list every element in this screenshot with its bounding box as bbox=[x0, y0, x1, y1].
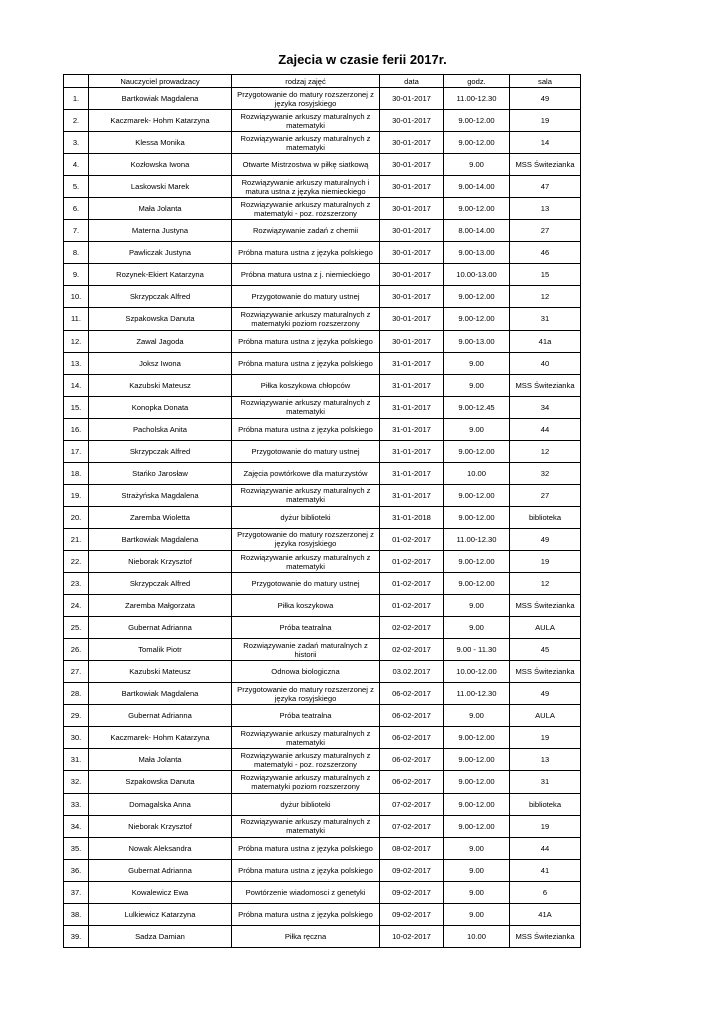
room-cell: 12 bbox=[510, 440, 581, 462]
row-number: 39. bbox=[64, 925, 89, 947]
room-cell: 15 bbox=[510, 264, 581, 286]
hours-cell: 9.00-13.00 bbox=[444, 330, 510, 352]
activity-cell: Rozwiązywanie arkuszy maturalnych i matura ustna z języka niemieckiego bbox=[232, 176, 380, 198]
teacher-cell: Stańko Jarosław bbox=[89, 462, 232, 484]
row-number: 38. bbox=[64, 903, 89, 925]
teacher-cell: Pacholska Anita bbox=[89, 418, 232, 440]
date-cell: 30-01-2017 bbox=[380, 176, 444, 198]
activity-cell: Rozwiązywanie arkuszy maturalnych z matematyki bbox=[232, 396, 380, 418]
hours-cell: 9.00-12.00 bbox=[444, 727, 510, 749]
activity-cell: Zajęcia powtórkowe dla maturzystów bbox=[232, 462, 380, 484]
room-cell: 6 bbox=[510, 881, 581, 903]
teacher-cell: Kaczmarek- Hohm Katarzyna bbox=[89, 727, 232, 749]
date-cell: 30-01-2017 bbox=[380, 286, 444, 308]
row-number: 30. bbox=[64, 727, 89, 749]
row-number: 23. bbox=[64, 573, 89, 595]
row-number: 6. bbox=[64, 198, 89, 220]
row-number: 29. bbox=[64, 705, 89, 727]
date-cell: 01-02-2017 bbox=[380, 573, 444, 595]
table-row bbox=[64, 176, 581, 198]
row-number: 4. bbox=[64, 154, 89, 176]
table-row bbox=[64, 506, 581, 528]
activity-cell: Rozwiązywanie arkuszy maturalnych z matematyki - poz. rozszerzony bbox=[232, 198, 380, 220]
activity-cell: Odnowa biologiczna bbox=[232, 661, 380, 683]
date-cell: 10-02-2017 bbox=[380, 925, 444, 947]
hours-cell: 9.00 bbox=[444, 705, 510, 727]
table-row bbox=[64, 705, 581, 727]
hours-cell: 9.00-12.00 bbox=[444, 198, 510, 220]
row-number: 36. bbox=[64, 859, 89, 881]
date-cell: 30-01-2017 bbox=[380, 198, 444, 220]
activity-cell: Próbna matura ustna z języka polskiego bbox=[232, 242, 380, 264]
activity-cell: Rozwiązywanie zadań maturalnych z historii bbox=[232, 639, 380, 661]
header-hours: godz. bbox=[444, 75, 510, 88]
date-cell: 30-01-2017 bbox=[380, 264, 444, 286]
teacher-cell: Zawal Jagoda bbox=[89, 330, 232, 352]
activity-cell: Rozwiązywanie zadań z chemii bbox=[232, 220, 380, 242]
activity-cell: Próba teatralna bbox=[232, 617, 380, 639]
row-number: 32. bbox=[64, 771, 89, 793]
room-cell: biblioteka bbox=[510, 506, 581, 528]
hours-cell: 9.00-12.00 bbox=[444, 815, 510, 837]
teacher-cell: Bartkowiak Magdalena bbox=[89, 88, 232, 110]
table-row bbox=[64, 573, 581, 595]
teacher-cell: Rozynek-Ekiert Katarzyna bbox=[89, 264, 232, 286]
table-row bbox=[64, 925, 581, 947]
teacher-cell: Bartkowiak Magdalena bbox=[89, 528, 232, 550]
table-row bbox=[64, 595, 581, 617]
teacher-cell: Tomalik Piotr bbox=[89, 639, 232, 661]
row-number: 16. bbox=[64, 418, 89, 440]
teacher-cell: Skrzypczak Alfred bbox=[89, 573, 232, 595]
room-cell: 41 bbox=[510, 859, 581, 881]
hours-cell: 9.00 bbox=[444, 352, 510, 374]
hours-cell: 9.00 bbox=[444, 617, 510, 639]
activity-cell: Otwarte Mistrzostwa w piłkę siatkową bbox=[232, 154, 380, 176]
activity-cell: Przygotowanie do matury ustnej bbox=[232, 440, 380, 462]
row-number: 25. bbox=[64, 617, 89, 639]
date-cell: 06-02-2017 bbox=[380, 727, 444, 749]
room-cell: biblioteka bbox=[510, 793, 581, 815]
activity-cell: Rozwiązywanie arkuszy maturalnych z matematyki bbox=[232, 815, 380, 837]
teacher-cell: Pawliczak Justyna bbox=[89, 242, 232, 264]
teacher-cell: Kowalewicz Ewa bbox=[89, 881, 232, 903]
room-cell: AULA bbox=[510, 705, 581, 727]
room-cell: 27 bbox=[510, 484, 581, 506]
hours-cell: 9.00-14.00 bbox=[444, 176, 510, 198]
room-cell: 13 bbox=[510, 198, 581, 220]
table-row bbox=[64, 308, 581, 330]
teacher-cell: Materna Justyna bbox=[89, 220, 232, 242]
activity-cell: Piłka ręczna bbox=[232, 925, 380, 947]
room-cell: AULA bbox=[510, 617, 581, 639]
table-row bbox=[64, 661, 581, 683]
hours-cell: 9.00 bbox=[444, 859, 510, 881]
activity-cell: Próba teatralna bbox=[232, 705, 380, 727]
table-row bbox=[64, 220, 581, 242]
activity-cell: Przygotowanie do matury ustnej bbox=[232, 573, 380, 595]
room-cell: MSS Świtezianka bbox=[510, 661, 581, 683]
activity-cell: Próbna matura ustna z języka polskiego bbox=[232, 330, 380, 352]
hours-cell: 9.00-12.00 bbox=[444, 110, 510, 132]
teacher-cell: Gubernat Adrianna bbox=[89, 705, 232, 727]
hours-cell: 9.00-12.00 bbox=[444, 749, 510, 771]
row-number: 12. bbox=[64, 330, 89, 352]
table-row bbox=[64, 837, 581, 859]
row-number: 11. bbox=[64, 308, 89, 330]
hours-cell: 9.00-12.00 bbox=[444, 440, 510, 462]
teacher-cell: Sadza Damian bbox=[89, 925, 232, 947]
teacher-cell: Mała Jolanta bbox=[89, 749, 232, 771]
row-number: 31. bbox=[64, 749, 89, 771]
table-body bbox=[64, 88, 581, 948]
activity-cell: Rozwiązywanie arkuszy maturalnych z matematyki poziom rozszerzony bbox=[232, 308, 380, 330]
table-row bbox=[64, 903, 581, 925]
teacher-cell: Domagalska Anna bbox=[89, 793, 232, 815]
hours-cell: 11.00-12.30 bbox=[444, 88, 510, 110]
activity-cell: Powtórzenie wiadomosci z genetyki bbox=[232, 881, 380, 903]
teacher-cell: Skrzypczak Alfred bbox=[89, 440, 232, 462]
date-cell: 31-01-2018 bbox=[380, 506, 444, 528]
room-cell: 27 bbox=[510, 220, 581, 242]
date-cell: 06-02-2017 bbox=[380, 705, 444, 727]
table-row bbox=[64, 264, 581, 286]
table-row bbox=[64, 528, 581, 550]
teacher-cell: Szpakowska Danuta bbox=[89, 308, 232, 330]
room-cell: 14 bbox=[510, 132, 581, 154]
row-number: 17. bbox=[64, 440, 89, 462]
row-number: 27. bbox=[64, 661, 89, 683]
room-cell: 45 bbox=[510, 639, 581, 661]
date-cell: 30-01-2017 bbox=[380, 88, 444, 110]
teacher-cell: Gubernat Adrianna bbox=[89, 617, 232, 639]
teacher-cell: Gubernat Adrianna bbox=[89, 859, 232, 881]
room-cell: 19 bbox=[510, 110, 581, 132]
activity-cell: Rozwiązywanie arkuszy maturalnych z matematyki bbox=[232, 484, 380, 506]
date-cell: 31-01-2017 bbox=[380, 462, 444, 484]
activity-cell: Próbna matura ustna z języka polskiego bbox=[232, 859, 380, 881]
table-row bbox=[64, 550, 581, 572]
room-cell: 49 bbox=[510, 528, 581, 550]
hours-cell: 9.00 - 11.30 bbox=[444, 639, 510, 661]
date-cell: 30-01-2017 bbox=[380, 330, 444, 352]
hours-cell: 11.00-12.30 bbox=[444, 528, 510, 550]
header-date: data bbox=[380, 75, 444, 88]
row-number: 2. bbox=[64, 110, 89, 132]
date-cell: 31-01-2017 bbox=[380, 418, 444, 440]
date-cell: 07-02-2017 bbox=[380, 793, 444, 815]
hours-cell: 9.00-12.00 bbox=[444, 132, 510, 154]
room-cell: 12 bbox=[510, 573, 581, 595]
date-cell: 30-01-2017 bbox=[380, 132, 444, 154]
activity-cell: Rozwiązywanie arkuszy maturalnych z matematyki - poz. rozszerzony bbox=[232, 749, 380, 771]
activity-cell: Próbna matura ustna z języka polskiego bbox=[232, 837, 380, 859]
table-row bbox=[64, 286, 581, 308]
date-cell: 30-01-2017 bbox=[380, 110, 444, 132]
date-cell: 30-01-2017 bbox=[380, 242, 444, 264]
table-row bbox=[64, 396, 581, 418]
table-row bbox=[64, 881, 581, 903]
room-cell: 47 bbox=[510, 176, 581, 198]
activity-cell: Przygotowanie do matury ustnej bbox=[232, 286, 380, 308]
hours-cell: 10.00 bbox=[444, 925, 510, 947]
activity-cell: Piłka koszykowa bbox=[232, 595, 380, 617]
hours-cell: 9.00 bbox=[444, 903, 510, 925]
hours-cell: 8.00-14.00 bbox=[444, 220, 510, 242]
table-header-row bbox=[64, 75, 581, 88]
room-cell: 34 bbox=[510, 396, 581, 418]
teacher-cell: Kozłowska Iwona bbox=[89, 154, 232, 176]
date-cell: 01-02-2017 bbox=[380, 595, 444, 617]
date-cell: 08-02-2017 bbox=[380, 837, 444, 859]
teacher-cell: Mała Jolanta bbox=[89, 198, 232, 220]
room-cell: 46 bbox=[510, 242, 581, 264]
teacher-cell: Zaremba Wioletta bbox=[89, 506, 232, 528]
row-number: 8. bbox=[64, 242, 89, 264]
table-row bbox=[64, 242, 581, 264]
teacher-cell: Kaczmarek- Hohm Katarzyna bbox=[89, 110, 232, 132]
table-row bbox=[64, 727, 581, 749]
row-number: 19. bbox=[64, 484, 89, 506]
hours-cell: 10.00 bbox=[444, 462, 510, 484]
row-number: 14. bbox=[64, 374, 89, 396]
teacher-cell: Nowak Aleksandra bbox=[89, 837, 232, 859]
date-cell: 07-02-2017 bbox=[380, 815, 444, 837]
room-cell: MSS Świtezianka bbox=[510, 154, 581, 176]
row-number: 21. bbox=[64, 528, 89, 550]
teacher-cell: Lulkiewicz Katarzyna bbox=[89, 903, 232, 925]
date-cell: 30-01-2017 bbox=[380, 308, 444, 330]
row-number: 3. bbox=[64, 132, 89, 154]
room-cell: 41a bbox=[510, 330, 581, 352]
row-number: 28. bbox=[64, 683, 89, 705]
table-row bbox=[64, 793, 581, 815]
table-row bbox=[64, 154, 581, 176]
date-cell: 31-01-2017 bbox=[380, 440, 444, 462]
room-cell: 49 bbox=[510, 683, 581, 705]
header-teacher: Nauczyciel prowadzacy bbox=[89, 75, 232, 88]
row-number: 9. bbox=[64, 264, 89, 286]
hours-cell: 9.00-13.00 bbox=[444, 242, 510, 264]
table-row bbox=[64, 749, 581, 771]
row-number: 34. bbox=[64, 815, 89, 837]
table-row bbox=[64, 683, 581, 705]
activity-cell: Rozwiązywanie arkuszy maturalnych z matematyki poziom rozszerzony bbox=[232, 771, 380, 793]
room-cell: MSS Świtezianka bbox=[510, 925, 581, 947]
table-row bbox=[64, 330, 581, 352]
date-cell: 01-02-2017 bbox=[380, 528, 444, 550]
date-cell: 30-01-2017 bbox=[380, 154, 444, 176]
hours-cell: 9.00-12.45 bbox=[444, 396, 510, 418]
activity-cell: Rozwiązywanie arkuszy maturalnych z matematyki bbox=[232, 550, 380, 572]
hours-cell: 10.00-12.00 bbox=[444, 661, 510, 683]
page-title: Zajecia w czasie ferii 2017r. bbox=[278, 52, 447, 67]
hours-cell: 9.00 bbox=[444, 154, 510, 176]
activity-cell: dyżur biblioteki bbox=[232, 506, 380, 528]
room-cell: MSS Świtezianka bbox=[510, 374, 581, 396]
schedule-table bbox=[63, 74, 581, 948]
date-cell: 31-01-2017 bbox=[380, 396, 444, 418]
activity-cell: Rozwiązywanie arkuszy maturalnych z matematyki bbox=[232, 110, 380, 132]
date-cell: 06-02-2017 bbox=[380, 683, 444, 705]
room-cell: 19 bbox=[510, 815, 581, 837]
hours-cell: 11.00-12.30 bbox=[444, 683, 510, 705]
table-row bbox=[64, 771, 581, 793]
hours-cell: 9.00-12.00 bbox=[444, 793, 510, 815]
hours-cell: 9.00-12.00 bbox=[444, 573, 510, 595]
header-room: sala bbox=[510, 75, 581, 88]
row-number: 24. bbox=[64, 595, 89, 617]
room-cell: 19 bbox=[510, 550, 581, 572]
activity-cell: Przygotowanie do matury rozszerzonej z języka rosyjskiego bbox=[232, 88, 380, 110]
room-cell: 13 bbox=[510, 749, 581, 771]
table-row bbox=[64, 198, 581, 220]
date-cell: 09-02-2017 bbox=[380, 859, 444, 881]
hours-cell: 9.00 bbox=[444, 881, 510, 903]
row-number: 1. bbox=[64, 88, 89, 110]
date-cell: 03.02.2017 bbox=[380, 661, 444, 683]
room-cell: 31 bbox=[510, 771, 581, 793]
activity-cell: Rozwiązywanie arkuszy maturalnych z matematyki bbox=[232, 132, 380, 154]
teacher-cell: Skrzypczak Alfred bbox=[89, 286, 232, 308]
table-row bbox=[64, 88, 581, 110]
date-cell: 31-01-2017 bbox=[380, 374, 444, 396]
hours-cell: 9.00-12.00 bbox=[444, 771, 510, 793]
teacher-cell: Bartkowiak Magdalena bbox=[89, 683, 232, 705]
header-activity: rodzaj zajęć bbox=[232, 75, 380, 88]
teacher-cell: Joksz Iwona bbox=[89, 352, 232, 374]
row-number: 22. bbox=[64, 550, 89, 572]
activity-cell: Próbna matura ustna z języka polskiego bbox=[232, 903, 380, 925]
hours-cell: 9.00 bbox=[444, 595, 510, 617]
room-cell: MSS Świtezianka bbox=[510, 595, 581, 617]
date-cell: 06-02-2017 bbox=[380, 749, 444, 771]
row-number: 26. bbox=[64, 639, 89, 661]
hours-cell: 9.00-12.00 bbox=[444, 484, 510, 506]
date-cell: 31-01-2017 bbox=[380, 352, 444, 374]
teacher-cell: Szpakowska Danuta bbox=[89, 771, 232, 793]
row-number: 7. bbox=[64, 220, 89, 242]
row-number: 10. bbox=[64, 286, 89, 308]
room-cell: 44 bbox=[510, 837, 581, 859]
date-cell: 01-02-2017 bbox=[380, 550, 444, 572]
room-cell: 32 bbox=[510, 462, 581, 484]
teacher-cell: Kazubski Mateusz bbox=[89, 374, 232, 396]
room-cell: 49 bbox=[510, 88, 581, 110]
hours-cell: 9.00 bbox=[444, 418, 510, 440]
room-cell: 12 bbox=[510, 286, 581, 308]
row-number: 33. bbox=[64, 793, 89, 815]
table-row bbox=[64, 484, 581, 506]
row-number: 20. bbox=[64, 506, 89, 528]
table-row bbox=[64, 859, 581, 881]
hours-cell: 10.00-13.00 bbox=[444, 264, 510, 286]
table-row bbox=[64, 815, 581, 837]
date-cell: 09-02-2017 bbox=[380, 881, 444, 903]
date-cell: 02-02-2017 bbox=[380, 617, 444, 639]
room-cell: 40 bbox=[510, 352, 581, 374]
activity-cell: Próbna matura ustna z języka polskiego bbox=[232, 352, 380, 374]
table-row bbox=[64, 440, 581, 462]
teacher-cell: Nieborak Krzysztof bbox=[89, 815, 232, 837]
room-cell: 44 bbox=[510, 418, 581, 440]
table-row bbox=[64, 132, 581, 154]
row-number: 15. bbox=[64, 396, 89, 418]
activity-cell: Próbna matura ustna z języka polskiego bbox=[232, 418, 380, 440]
hours-cell: 9.00-12.00 bbox=[444, 286, 510, 308]
date-cell: 30-01-2017 bbox=[380, 220, 444, 242]
activity-cell: dyżur biblioteki bbox=[232, 793, 380, 815]
table-row bbox=[64, 617, 581, 639]
room-cell: 19 bbox=[510, 727, 581, 749]
table-row bbox=[64, 462, 581, 484]
teacher-cell: Konopka Donata bbox=[89, 396, 232, 418]
teacher-cell: Nieborak Krzysztof bbox=[89, 550, 232, 572]
activity-cell: Przygotowanie do matury rozszerzonej z języka rosyjskiego bbox=[232, 528, 380, 550]
hours-cell: 9.00 bbox=[444, 837, 510, 859]
table-row bbox=[64, 418, 581, 440]
activity-cell: Rozwiązywanie arkuszy maturalnych z matematyki bbox=[232, 727, 380, 749]
row-number: 35. bbox=[64, 837, 89, 859]
hours-cell: 9.00 bbox=[444, 374, 510, 396]
teacher-cell: Laskowski Marek bbox=[89, 176, 232, 198]
room-cell: 31 bbox=[510, 308, 581, 330]
date-cell: 02-02-2017 bbox=[380, 639, 444, 661]
header-number bbox=[64, 75, 89, 88]
hours-cell: 9.00-12.00 bbox=[444, 506, 510, 528]
date-cell: 06-02-2017 bbox=[380, 771, 444, 793]
row-number: 18. bbox=[64, 462, 89, 484]
row-number: 37. bbox=[64, 881, 89, 903]
date-cell: 09-02-2017 bbox=[380, 903, 444, 925]
table-row bbox=[64, 374, 581, 396]
activity-cell: Próbna matura ustna z j. niemieckiego bbox=[232, 264, 380, 286]
row-number: 5. bbox=[64, 176, 89, 198]
activity-cell: Przygotowanie do matury rozszerzonej z języka rosyjskiego bbox=[232, 683, 380, 705]
hours-cell: 9.00-12.00 bbox=[444, 550, 510, 572]
teacher-cell: Strażyńska Magdalena bbox=[89, 484, 232, 506]
table-row bbox=[64, 352, 581, 374]
teacher-cell: Klessa Monika bbox=[89, 132, 232, 154]
row-number: 13. bbox=[64, 352, 89, 374]
teacher-cell: Kazubski Mateusz bbox=[89, 661, 232, 683]
room-cell: 41A bbox=[510, 903, 581, 925]
table-row bbox=[64, 110, 581, 132]
activity-cell: Piłka koszykowa chłopców bbox=[232, 374, 380, 396]
hours-cell: 9.00-12.00 bbox=[444, 308, 510, 330]
date-cell: 31-01-2017 bbox=[380, 484, 444, 506]
teacher-cell: Zaremba Małgorzata bbox=[89, 595, 232, 617]
table-row bbox=[64, 639, 581, 661]
